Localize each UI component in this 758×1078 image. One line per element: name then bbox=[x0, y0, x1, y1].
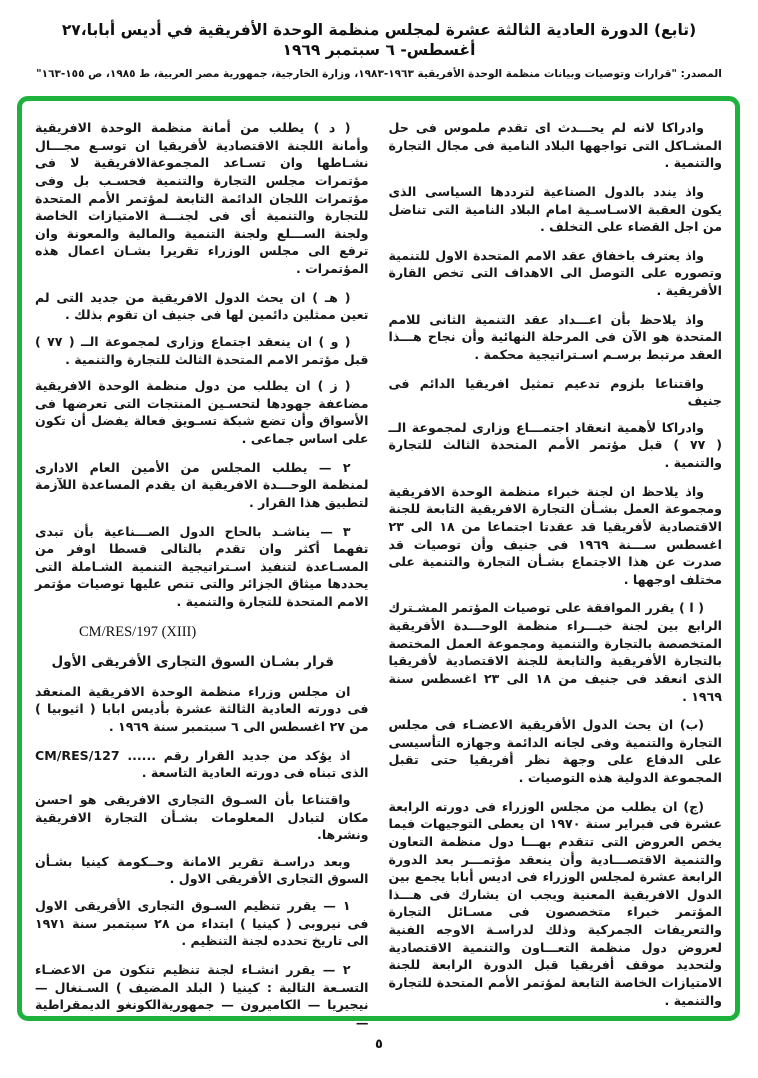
paragraph: وبعد دراسـة تقرير الامانة وحــكومة كينيا بشـأن السوق التجارى الأفريقى الاول . bbox=[35, 853, 369, 887]
page-header bbox=[0, 20, 758, 80]
paragraph: اذ يؤكد من جديد القرار رقم ...... CM/RES/127 الذى تبناه فى دورته العادية التاسعة . bbox=[35, 747, 369, 781]
column-right bbox=[389, 119, 723, 1006]
paragraph: واذ يلاحظ بأن اعـــداد عقد التنمية الثانى للامم المتحدة هو الآن فى المرحلة النهائية وأن نجاح هـــذا العقد مرتبط برسـم اسـتراتيجية محكمة . bbox=[388, 311, 722, 362]
paragraph: واذ يعترف باخفاق عقد الامم المتحدة الاول للتنمية وتصوره على التوصل الى الاهداف التى تخص القارة الأفريقية . bbox=[388, 247, 722, 298]
source-citation: المصدر: "قرارات وتوصيات وبيانات منظمة الوحدة الأفريقية ١٩٦٣-١٩٨٣، وزارة الخارجية، جمهورية مصر العربية، ط ١٩٨٥، ص ١٥٥-١٦٣" bbox=[36, 68, 722, 81]
resolution-code: CM/RES/197 (XIII) bbox=[79, 623, 197, 640]
page-number: ٥ bbox=[375, 1037, 383, 1052]
column-left bbox=[35, 119, 369, 1030]
paragraph: (ب) ان يحث الدول الأفريقية الاعضـاء فى مجلس التجارة والتنمية وفى لجانه الدائمة وجهازه التأسيسى على الدفاع على وجهة نظر أفريقيا حتى تقبل المجموعة الدولية هذه التوصيات . bbox=[388, 717, 722, 785]
paragraph: ٢ — يقرر انشـاء لجنة تنظيم تتكون من الاعضـاء التسـعة التالية : كينيا ( البلد المضيف ) السـنغال — نيجيريا — الكاميرون — جمهوريةالكونغو الديمقراطية — bbox=[35, 961, 369, 1030]
paragraph: واذ يندد بالدول الصناعية لترددها السياسى الذى يكون العقبة الاسـاسـية امام البلاد النامية التى تناضل من اجل القضاء على التخلف . bbox=[388, 183, 722, 235]
paragraph: وادراكا لانه لم يحـــدث اى تقدم ملموس فى حل المشـاكل التى تواجهها البلاد النامية فى مجال التجارة والتنمية . bbox=[388, 120, 722, 171]
paragraph: ( ا ) يقرر الموافقة على توصيات المؤتمر المشـترك الرابع بين لجنة خبـــراء منظمة الوحـــدة الأفريقية المتخصصة بالتجارة والتنمية ومجموعة العمل المختصة بالتجارة الأفريقية والتابعة للجنة الاقتصادية لأفريقيا الذى انعقد فى جنيف من ١٨ الى ٢٣ اغسطس سنة ١٩٦٩ . bbox=[388, 600, 722, 704]
paragraph: ٣ — يناشـد بالحاح الدول الصـــناعية بأن تبدى تفهما أكثر وان تقدم بالتالى قسطا اوفر من المسـاعدة لتنفيذ اسـتراتيجية التنمية الشـاملة التى يحددها ميثاق الجزائر والتى تنص عليها توصيات مؤتمر الامم المتحدة للتجارة والتنمية . bbox=[35, 523, 369, 609]
paragraph: ١ — يقرر تنظيم السـوق التجارى الأفريقى الاول فى نيروبى ( كينيا ) ابتداء من ٢٨ سبتمبر سنة ١٩٧١ الى تاريخ تحدده لجنة التنظيم . bbox=[35, 898, 369, 949]
paragraph: ( هـ ) ان يحث الدول الافريقية من جديد التى لم تعين ممثلين دائمين لها فى جنيف ان تقوم بذلك . bbox=[35, 289, 369, 323]
page-title: (تابع) الدورة العادية الثالثة عشرة لمجلس منظمة الوحدة الأفريقية في أديس أبابا،٢٧ أغسطس- ٦ سبتمبر ١٩٦٩ bbox=[61, 21, 697, 60]
paragraph: ( و ) ان ينعقد اجتماع وزارى لمجموعة الــ ( ٧٧ ) قبل مؤتمر الامم المتحدة الثالث للتجارة والتنمية . bbox=[35, 333, 369, 367]
paragraph: ٢ — يطلب المجلس من الأمين العام الادارى لمنظمة الوحـــدة الافريقية ان يقدم المساعدة اللآزمة لتطبيق هذا القرار . bbox=[35, 459, 369, 510]
paragraph: (ج) ان يطلب من مجلس الوزراء فى دورته الرابعة عشرة فى فبراير سنة ١٩٧٠ ان يعطى التوجيهات فيما يخص العروض التى تتقدم بهـــا دول منظمة التعاون والتنمية الاقتصـــادية وأن ينعقد مؤتمـــر بعد الدورة الرابعة عشرة لمجلس الوزراء فى اديس أبابا يجمع بين الدول الافريقية المعنية ويجب ان يشارك فى هـــذا المؤتمر خبراء متخصصون فى مسـائل التجارة والتعريفات الجمركية وذلك لدراسـة الاوجه الفنية لعروض دول منظمة التعـــاون والتنمية الاقتصادية ولتحديد موقف أفريقيا قبل الدورة الرابعة للجنة الامتيازات الخاصة التابعة لمؤتمر الأمم المتحدة للتجارة والتنمية . bbox=[388, 798, 722, 1008]
paragraph: واذ يلاحظ ان لجنة خبراء منظمة الوحدة الافريقية ومجموعة العمل بشـأن التجارة الافريقية التابعة للجنة الاقتصادية لأفريقيا قد عقدتا اجتماعا من ١٨ الى ٢٣ اغسطس ســـنة ١٩٦٩ فى جنيف وأن توصيات قد صدرت عن هذا الاجتماع بشـأن التجارة والتنمية على مختلف اوجهها . bbox=[388, 483, 722, 587]
paragraph: واقتناعا بلزوم تدعيم تمثيل افريقيا الدائم فى جنيف bbox=[388, 375, 722, 409]
resolution-heading: قرار بشـان السوق التجارى الأفريقى الأول bbox=[51, 653, 334, 670]
content-frame bbox=[17, 96, 740, 1030]
paragraph: ( د ) يطلب من أمانة منظمة الوحدة الافريقية وأمانة اللجنة الاقتصادية لأفريقيا ان توسـع مجـــال نشـاطها وان تسـاعد المجموعةالافريقية لا فى مؤتمرات مجلس التجارة والتنمية فحسـب بل وفى مؤتمرات اللجان الدائمة التابعة لمؤتمر الأمم المتحدة للتجارة والتنمية أى فى لجنـــة الامتيازات الخاصة ولجنة الســـلع ولجنة التنمية والمالية والمعونة وان ترفع الى مجلس الوزراء تقريرا بشـان اعمال هذه المؤتمرات . bbox=[35, 120, 369, 276]
paragraph: ( ز ) ان يطلب من دول منظمة الوحدة الافريقية مضاعفة جهودها لتحسـين المنتجات التى تعرضها فى الأسواق وأن تضع شبكة تسـويق فعالة يفضل أن تكون على اساس جماعى . bbox=[35, 378, 369, 446]
paragraph: وادراكا لأهمية انعقاد اجتمـــاع وزارى لمجموعة الــ ( ٧٧ ) قبل مؤتمر الأمم المتحدة الثالث للتجارة والتنمية . bbox=[388, 419, 722, 470]
paragraph: ان مجلس وزراء منظمة الوحدة الافريقية المنعقد فى دورته العادية الثالثة عشرة بأديس ابابا ( اثيوبيا ) من ٢٧ اغسطس الى ٦ سبتمبر سنة ١٩٦٩ . bbox=[35, 683, 369, 735]
paragraph: واقتناعا بأن السـوق التجارى الافريقى هو احسن مكان لتبادل المعلومات بشـأن التجارة الافريقية ونشرها. bbox=[35, 791, 369, 843]
two-column-layout bbox=[35, 119, 722, 1030]
